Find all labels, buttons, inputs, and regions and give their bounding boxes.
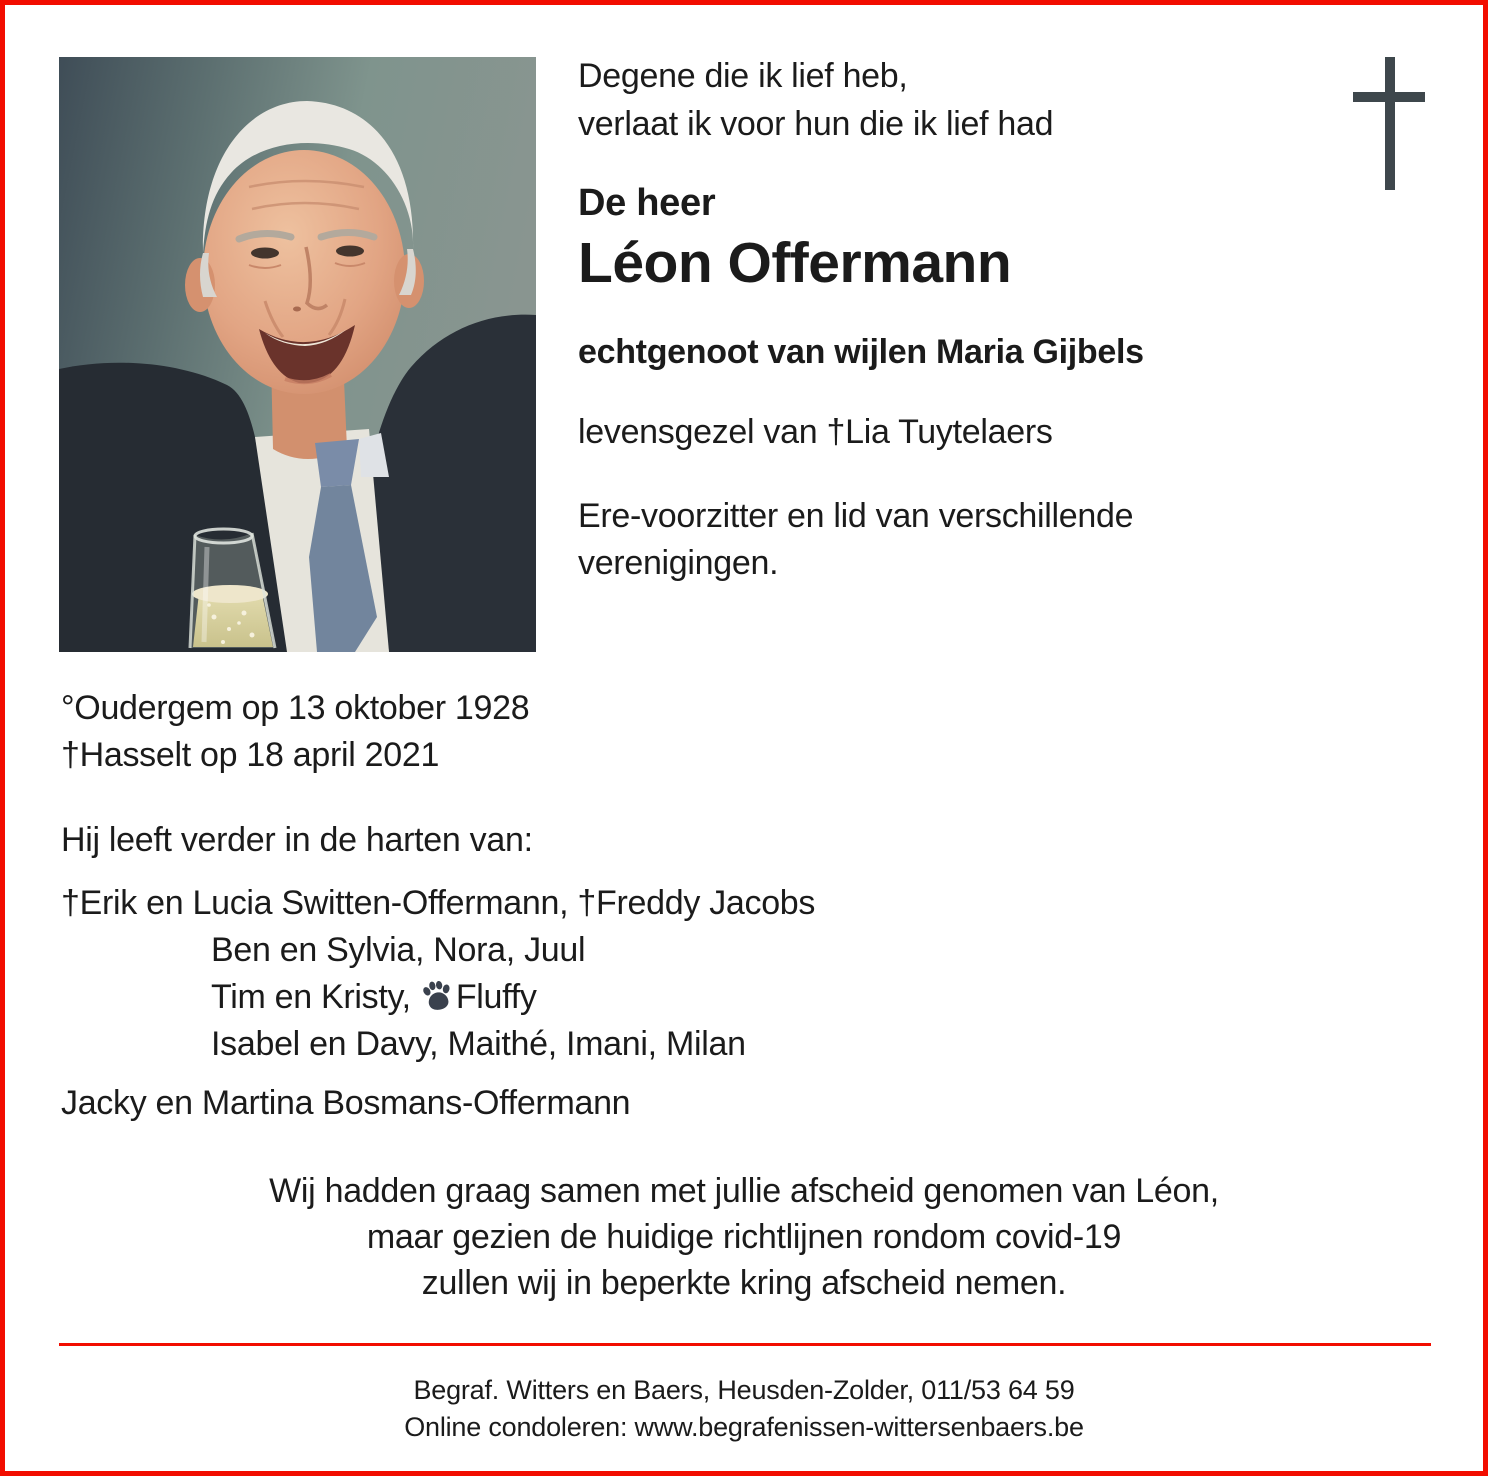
- death-line: †Hasselt op 18 april 2021: [61, 736, 440, 774]
- family-line-3: [211, 974, 815, 1021]
- family-line-3-pet-name: Fluffy: [455, 978, 537, 1016]
- red-divider-line: [59, 1343, 1431, 1346]
- role-description: [578, 493, 1133, 587]
- footer: [5, 1372, 1483, 1446]
- role-line-1: Ere-voorzitter en lid van verschillende: [578, 497, 1134, 535]
- latin-cross-icon: [1353, 57, 1426, 192]
- spouse-line: echtgenoot van wijlen Maria Gijbels: [578, 333, 1144, 371]
- paw-print-icon: [420, 978, 453, 1011]
- memorial-intro: Hij leeft verder in de harten van:: [61, 821, 533, 859]
- portrait-photo-illustration: [59, 57, 536, 652]
- family-line-2: Ben en Sylvia, Nora, Juul: [211, 931, 586, 969]
- online-condolence-url: Online condoleren: www.begrafenissen-wittersenbaers.be: [404, 1412, 1084, 1442]
- family-line-3-text: Tim en Kristy,: [211, 978, 411, 1016]
- deceased-name: Léon Offermann: [578, 231, 1012, 295]
- salutation: De heer: [578, 182, 716, 224]
- family-line-4: Isabel en Davy, Maithé, Imani, Milan: [211, 1025, 746, 1063]
- farewell-message: [5, 1168, 1483, 1306]
- quote-line-1: Degene die ik lief heb,: [578, 57, 908, 95]
- role-line-2: verenigingen.: [578, 544, 779, 582]
- farewell-line-1: Wij hadden graag samen met jullie afscheid genomen van Léon,: [269, 1172, 1219, 1210]
- portrait-photo: [59, 57, 536, 652]
- birth-line: °Oudergem op 13 oktober 1928: [61, 689, 530, 727]
- family-line-5: Jacky en Martina Bosmans-Offermann: [61, 1084, 631, 1122]
- funeral-home-info: Begraf. Witters en Baers, Heusden-Zolder, 011/53 64 59: [413, 1375, 1075, 1405]
- farewell-line-2: maar gezien de huidige richtlijnen rondom covid-19: [366, 1218, 1122, 1256]
- life-dates: [61, 685, 529, 779]
- farewell-line-3: zullen wij in beperkte kring afscheid nemen.: [421, 1264, 1067, 1302]
- family-list: [61, 880, 815, 1068]
- partner-line: levensgezel van †Lia Tuytelaers: [578, 413, 1053, 451]
- family-line-1: †Erik en Lucia Switten-Offermann, †Freddy Jacobs: [61, 884, 816, 922]
- opening-quote: [578, 52, 1053, 148]
- quote-line-2: verlaat ik voor hun die ik lief had: [578, 105, 1054, 143]
